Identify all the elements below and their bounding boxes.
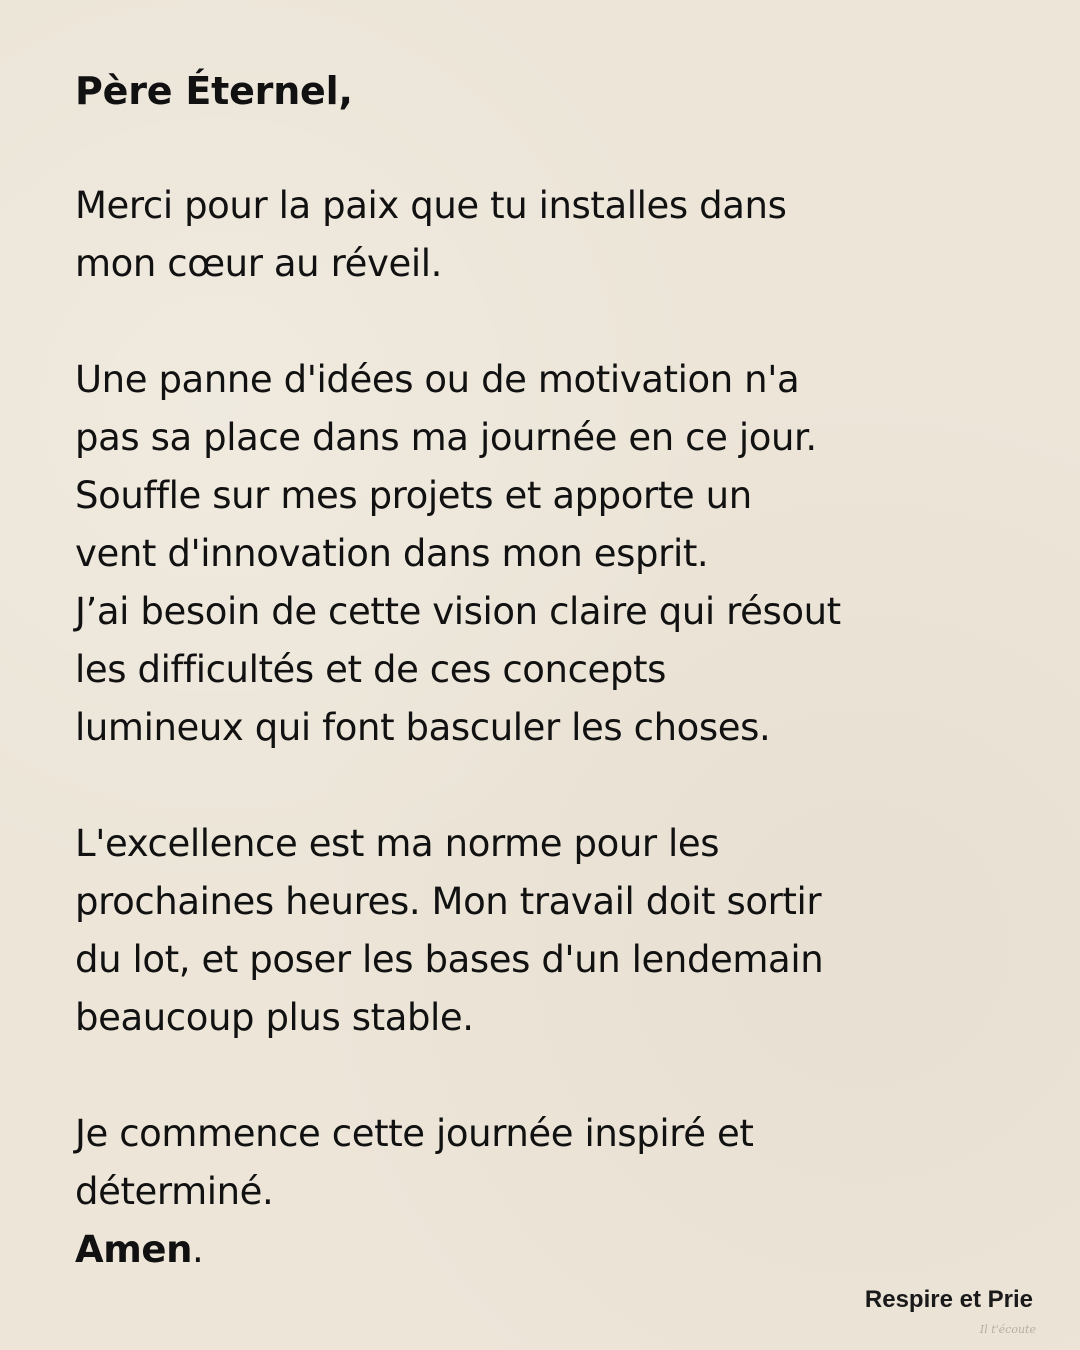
amen-closing: [75, 1221, 1025, 1279]
paragraph-request: [75, 351, 1025, 757]
text-line: vent d'innovation dans mon esprit.: [75, 532, 709, 575]
text-line: Merci pour la paix que tu installes dans: [75, 184, 787, 227]
text-line: les difficultés et de ces concepts: [75, 648, 666, 691]
text-line: beaucoup plus stable.: [75, 996, 474, 1039]
text-line: du lot, et poser les bases d'un lendemain: [75, 938, 824, 981]
text-line: Une panne d'idées ou de motivation n'a: [75, 358, 800, 401]
text-line: mon cœur au réveil.: [75, 242, 442, 285]
paragraph-closing: [75, 1105, 1025, 1221]
text-line: pas sa place dans ma journée en ce jour.: [75, 416, 817, 459]
paragraph-excellence: [75, 815, 1025, 1047]
paragraph-spacer: [75, 757, 1025, 815]
greeting-heading: Père Éternel,: [75, 69, 353, 113]
text-line: L'excellence est ma norme pour les: [75, 822, 720, 865]
watermark-text: Il t'écoute: [979, 1323, 1036, 1336]
text-line: lumineux qui font basculer les choses.: [75, 706, 771, 749]
paragraph-spacer: [75, 1047, 1025, 1105]
amen-word: Amen: [75, 1228, 193, 1271]
text-line: Je commence cette journée inspiré et: [75, 1112, 754, 1155]
brand-signature: Respire et Prie: [864, 1286, 1033, 1313]
text-line: prochaines heures. Mon travail doit sortir: [75, 880, 822, 923]
prayer-card: [75, 62, 1025, 1279]
paragraph-spacer: [75, 293, 1025, 351]
text-line: déterminé.: [75, 1170, 274, 1213]
text-line: Souffle sur mes projets et apporte un: [75, 474, 752, 517]
paragraph-thanks: [75, 177, 1025, 293]
amen-punctuation: .: [192, 1228, 204, 1271]
text-line: J’ai besoin de cette vision claire qui résout: [75, 590, 841, 633]
